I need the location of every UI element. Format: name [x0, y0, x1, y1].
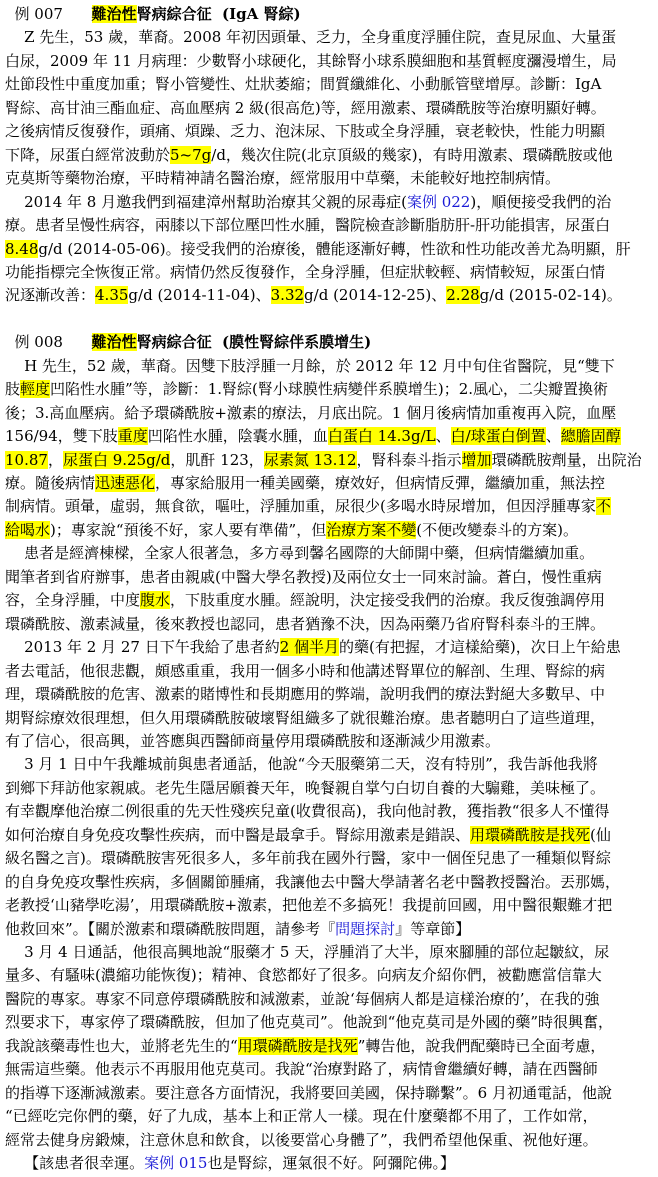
text-line [5, 354, 653, 378]
highlighted-text: 給喝水 [5, 520, 51, 539]
text-line [5, 143, 653, 167]
case-link[interactable]: 案例 022 [406, 192, 471, 211]
text-span: 例 007 [5, 5, 92, 23]
text-span: 凹陷性水腫，陰囊水腫，血 [147, 427, 328, 446]
text-span: 功能指標完全恢復正常。病情仍然反復發作，全身浮腫，但症狀較輕、病情較短，尿蛋白情 [5, 262, 606, 281]
text-span: g/d (2014-12-25)、 [304, 286, 447, 305]
text-span: 聞筆者到省府辦事，患者由親戚(中醫大學名教授)及兩位女士一同來討論。蒼白，慢性重病 [5, 567, 602, 586]
text-span: ，肌酐 123， [170, 450, 264, 469]
text-span: 有了信心，很高興，並答應與西醫師商量停用環磷酰胺和逐漸減少用激素。 [5, 731, 501, 750]
highlighted-text: 不 [595, 497, 611, 516]
text-line [5, 448, 653, 472]
text-line [5, 494, 653, 518]
text-line [5, 1010, 653, 1034]
text-span: 烈要求下，專家停了環磷酰胺，但加了他克莫司”。他說到“他克莫司是外國的藥”時很興奮， [5, 1013, 614, 1032]
highlighted-text: 3.32 [270, 286, 305, 305]
text-line [5, 1151, 653, 1175]
highlighted-text: 5~7g [170, 145, 212, 164]
text-span: 患者是經濟棟樑，全家人很著急，多方尋到馨名國際的大師開中藥，但病情繼續加重。 [5, 544, 595, 563]
text-span: 』等章節】 [395, 919, 471, 938]
text-line [5, 471, 653, 495]
text-line [5, 518, 653, 542]
text-span: 制病情。頭暈，虛弱，無食欲，嘔吐，浮腫加重，尿很少(多喝水時尿增加，但因浮腫專家 [5, 497, 596, 516]
highlighted-text: 輕度 [20, 380, 51, 399]
text-span: 療。患者呈慢性病容，兩膝以下部位壓凹性水腫，醫院檢查診斷脂肪肝-肝功能損害，尿蛋白 [5, 216, 611, 235]
text-line [5, 96, 653, 120]
highlighted-text: 增加 [461, 450, 492, 469]
text-span: 白尿，2009 年 11 月病理：少數腎小球硬化，其餘腎小球系膜細胞和基質輕度瀰漫增生，局 [5, 51, 617, 70]
highlighted-text: 治療方案不變 [326, 520, 417, 539]
text-line [5, 940, 653, 964]
text-line [5, 963, 653, 987]
text-line [5, 987, 653, 1011]
text-line [5, 166, 653, 190]
highlighted-text: 10.87 [5, 450, 48, 469]
highlighted-text: 難治性 [91, 5, 137, 23]
text-line [5, 1081, 653, 1105]
text-line [5, 2, 653, 26]
text-span: 無需這些藥。他表示不再服用他克莫司。我說“治療對路了，病情會繼續好轉，請在西醫師 [5, 1060, 598, 1079]
text-span: 環磷酰胺、激素減量，後來教授也認同，患者猶豫不決，因為兩藥乃省府腎科泰斗的王牌。 [5, 614, 606, 633]
text-span: 我說該藥毒性也大，並將老先生的“ [5, 1036, 238, 1055]
text-line [5, 283, 653, 307]
text-span: 克莫斯等藥物治療，平時精神請名醫治療，經常服用中草藥，未能較好地控制病情。 [5, 169, 561, 188]
text-span: 有幸觀摩他治療二例很重的先天性殘疾兒童(收費很高)，我向他討教，獲指教“很多人不懂得 [5, 802, 610, 821]
text-line [5, 635, 653, 659]
highlighted-text: 尿素氮 13.12 [263, 450, 357, 469]
text-span: ，下肢重度水腫。經說明，決定接受我們的治療。我反復強調停用 [170, 591, 606, 610]
text-span: 況逐漸改善： [5, 286, 96, 305]
text-span: 腎病綜合征 (膜性腎綜伴系膜增生) [136, 333, 372, 352]
text-line [5, 401, 653, 425]
text-line [5, 1104, 653, 1128]
highlighted-text: 腹水 [140, 591, 171, 610]
text-span: 、 [435, 427, 451, 446]
highlighted-text: 難治性 [91, 333, 137, 352]
highlighted-text: 2.28 [446, 286, 480, 305]
text-line [5, 72, 653, 96]
text-span: /d，幾次住院(北京頂級的幾家)，有時用激素、環磷酰胺或他 [211, 145, 613, 164]
highlighted-text: 總膽固醇 [560, 427, 621, 446]
highlighted-text: 用環磷酰胺是找死 [237, 1036, 358, 1055]
text-span: 經常去健身房鍛煉，注意休息和飲食，以後要當心身體了”，我們希望他保重、祝他好運。 [5, 1130, 598, 1149]
case-link[interactable]: 問題探討 [335, 919, 396, 938]
text-span: ， [47, 450, 63, 469]
text-line [5, 917, 653, 941]
text-span: 3 月 4 日通話，他很高興地說“服藥才 5 天，浮腫消了大半，原來腳腫的部位起皺紋，尿 [5, 943, 610, 961]
highlighted-text: 白蛋白 14.3g/L [327, 427, 436, 446]
text-span: 理，環磷酰胺的危害、激素的賭博性和長期應用的弊端，說明我們的療法對絕大多數早、中 [5, 685, 606, 704]
text-span: 2013 年 2 月 27 日下午我給了患者約 [5, 638, 280, 657]
text-span: 的指導下逐漸減激素。要注意各方面情況，我將要回美國，保持聯繫”。6 月初通電話，他說 [5, 1083, 612, 1102]
text-span: 容，全身浮腫，中度 [5, 591, 141, 610]
text-line [5, 1034, 653, 1058]
text-line [5, 1057, 653, 1081]
text-line [5, 330, 653, 354]
text-span: 凹陷性水腫”等，診斷：1.腎綜(腎小球膜性病變伴系膜增生)；2.風心，二尖瓣置換術 [50, 380, 609, 399]
text-span: ”轉告他，說我們配藥時已全面考慮， [357, 1036, 606, 1055]
text-span: )，順便接受我們的治 [470, 192, 612, 211]
text-line [5, 213, 653, 237]
text-span: 他救回來”。【關於激素和環磷酰胺問題，請參考『 [5, 919, 336, 938]
text-span: ，腎科泰斗指示 [356, 450, 462, 469]
text-span: 療。隨後病情 [5, 474, 96, 492]
highlighted-text: 白/球蛋白倒置 [450, 427, 546, 446]
text-span: 的藥(有把握，才這樣給藥)，次日上午給患 [339, 638, 621, 657]
text-span: 量多、有騷味(濃縮功能恢復)；精神、食慾都好了很多。向病友介紹你們，被勸應當信靠大 [5, 966, 602, 985]
text-span: 肢 [5, 380, 21, 399]
text-line [5, 237, 653, 261]
text-span: 者去電話，他很悲觀，頗感重重，我用一個多小時和他講述腎單位的解剖、生理、腎綜的病 [5, 661, 606, 680]
highlighted-text: 尿蛋白 9.25g/d [62, 450, 171, 469]
text-line [5, 893, 653, 917]
text-span: 環磷酰胺劑量，出院治 [491, 450, 642, 469]
text-span: 如何治療自身免疫攻擊性疾病，而中醫是最拿手。腎綜用激素是錯誤、 [5, 825, 471, 844]
highlighted-text: 用環磷酰胺是找死 [470, 825, 591, 844]
highlighted-text: 4.35 [95, 286, 129, 305]
text-span: ，專家給服用一種美國藥，療效好，但病情反彈，繼續加重，無法控 [155, 474, 606, 492]
text-line [5, 776, 653, 800]
text-span: 的自身免疫攻擊性疾病，多個關節腫痛，我讓他去中醫大學請著名老中醫教授醫治。丟那媽， [5, 872, 621, 891]
text-span: 腎病綜合征 (IgA 腎綜) [136, 5, 301, 23]
highlighted-text: 2 個半月 [279, 638, 340, 657]
text-line [5, 424, 653, 448]
text-line [5, 682, 653, 706]
text-span: 之後病情反復發作，頭痛、煩躁、乏力、泡沫尿、下肢或全身浮腫，衰老較快，性能力明顯 [5, 122, 606, 141]
text-span: 3 月 1 日中午我離城前與患者通話，他說“今天服藥第二天，沒有特別”，我告訴他我將 [5, 755, 598, 774]
text-span: 後；3.高血壓病。給予環磷酰胺+激素的療法，月底出院。1 個月後病情加重複再入院，血壓 [5, 403, 617, 422]
text-line [5, 846, 653, 870]
text-line [5, 541, 653, 565]
text-span: 下降，尿蛋白經常波動於 [5, 145, 171, 164]
text-line [5, 260, 653, 284]
highlighted-text: 重度 [117, 427, 148, 446]
text-line [5, 823, 653, 847]
case-link[interactable]: 案例 015 [144, 1154, 208, 1173]
text-line [5, 799, 653, 823]
text-span: 醫院的專家。專家不同意停環磷酰胺和減激素，並說‘每個病人都是這樣治療的’，在我的強 [5, 989, 600, 1008]
highlighted-text: 迅速惡化 [95, 474, 156, 492]
text-line [5, 119, 653, 143]
text-line [5, 565, 653, 589]
text-line [5, 659, 653, 683]
text-span: 老教授‘山豬學吃湯’，用環磷酰胺+激素，把他差不多搞死！我提前回國，用中醫很艱難才把 [5, 896, 613, 915]
text-span: 期腎綜療效很理想，但久用環磷酰胺破壞腎組織多了就很難治療。患者聽明白了這些道理， [5, 708, 606, 727]
text-span: g/d (2015-02-14)。 [479, 286, 622, 305]
text-span: 156/94，雙下肢 [5, 427, 118, 446]
text-span: 腎綜、高甘油三酯血症、高血壓病 2 級(很高危)等，經用激素、環磷酰胺等治療明顯好轉。 [5, 98, 606, 117]
text-span: 級名醫之言)。環磷酰胺害死很多人，多年前我在國外行醫，家中一個侄兒患了一種類似腎綜 [5, 849, 611, 868]
text-line [5, 190, 653, 214]
highlighted-text: 8.48 [5, 239, 39, 258]
text-span: 灶節段性中重度加重；腎小管變性、灶狀萎縮；間質纖維化、小動脈管壁增厚。診斷：IgA [5, 75, 602, 94]
text-line [5, 706, 653, 730]
text-line [5, 25, 653, 49]
text-span: 也是腎綜，運氣很不好。阿彌陀佛。】 [207, 1154, 455, 1173]
text-span: 、 [545, 427, 561, 446]
text-span: g/d (2014-05-06)。接受我們的治療後，體能逐漸好轉，性欲和性功能改善尤為明顯，肝 [38, 239, 631, 258]
text-span: 到鄉下拜訪他家親戚。老先生隱居願養天年，晚餐親自掌勺白切自養的大騸雞，美味極了。 [5, 778, 606, 797]
text-line [5, 612, 653, 636]
text-span: )；專家說“預後不好，家人要有準備”，但 [50, 520, 327, 539]
text-span: 【該患者很幸運。 [5, 1154, 145, 1173]
text-line [5, 307, 653, 331]
text-span: H 先生，52 歲，華裔。因雙下肢浮腫一月餘，於 2012 年 12 月中旬住省醫院，見“雙下 [5, 356, 615, 375]
text-span: 例 008 [5, 333, 92, 352]
text-line [5, 49, 653, 73]
text-span: g/d (2014-11-04)、 [128, 286, 271, 305]
text-span: (不便改變泰斗的方案)。 [416, 520, 578, 539]
text-line [5, 752, 653, 776]
text-line [5, 377, 653, 401]
text-line [5, 1128, 653, 1152]
text-span: “已經吃完你們的藥，好了九成，基本上和正常人一樣。現在什麼藥都不用了，工作如常， [5, 1107, 598, 1126]
text-line [5, 588, 653, 612]
text-line [5, 870, 653, 894]
text-span: Z 先生，53 歲，華裔。2008 年初因頭暈、乏力，全身重度浮腫住院，查見尿血、大量蛋 [5, 28, 617, 47]
text-line [5, 729, 653, 753]
text-span: (仙 [590, 825, 611, 844]
text-span: 2014 年 8 月邀我們到福建漳州幫助治療其父親的尿毒症( [5, 192, 407, 211]
